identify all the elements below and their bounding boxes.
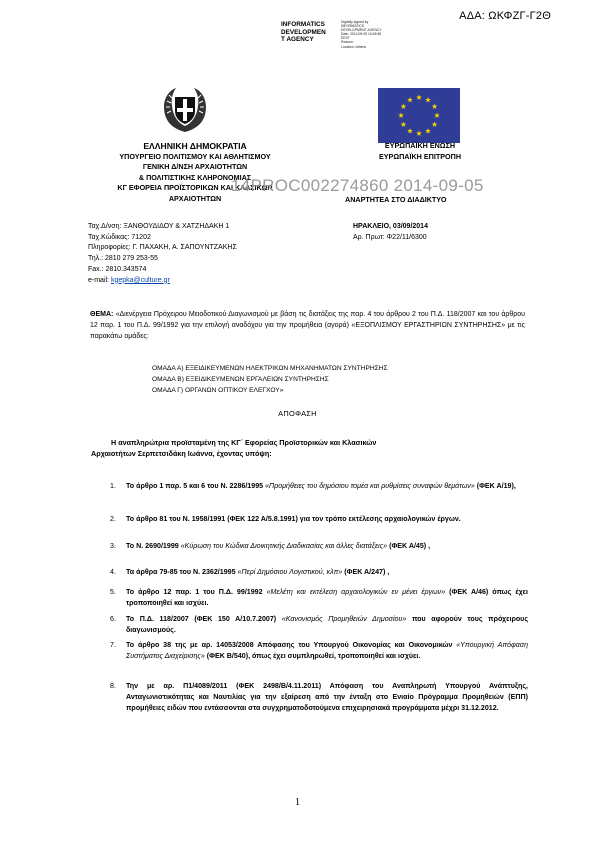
procurement-watermark: 14PROC002274860 2014-09-05 — [231, 176, 484, 195]
item-text — [126, 481, 528, 492]
signature-detail-line: Digitally signed by — [341, 20, 369, 24]
stamp-line: DEVELOPMEN — [281, 28, 326, 36]
item-text — [126, 640, 528, 662]
place-date-block — [353, 222, 428, 243]
subject-label: ΘΕΜΑ: — [90, 311, 114, 318]
stamp-line: T AGENCY — [281, 36, 314, 43]
issuer-line: ΥΠΟΥΡΓΕΙΟ ΠΟΛΙΤΙΣΜΟΥ ΚΑΙ ΑΘΛΗΤΙΣΜΟΥ — [119, 151, 271, 161]
item-number: 3. — [110, 542, 116, 550]
signature-details — [341, 20, 382, 49]
email-line — [88, 276, 237, 287]
ada-code: ΑΔΑ: ΩΚΦΖΓ-Γ2Θ — [459, 10, 551, 22]
item-pre: Την με αρ. Π1/4089/2011 (ΦΕΚ 2498/Β/4.11.2011) Απόφαση του Αναπληρωτή Υπουργού Ανάπτυξης, Ανταγωνιστικότητας και Ναυτιλίας για την εξαίρεση από την ένταξη στο Ενιαίο Πρόγραμμα Προμηθειών (ΕΠΠ) προμήθειες ειδών που εντάσσονται στα συγχρηματοδοτούμενα επιχειρησιακά προγράμματα μέχρι 31.12.2012. — [126, 682, 528, 712]
protocol-number: Αρ. Πρωτ: Φ22/11/6300 — [353, 233, 427, 241]
item-post: (ΦΕΚ Α/45) , — [387, 542, 431, 550]
item-pre: Τα άρθρα 79-85 του Ν. 2362/1995 — [126, 568, 238, 576]
issuer-line: & ΠΟΛΙΤΙΣΤΙΚΗΣ ΚΛΗΡΟΝΟΜΙΑΣ — [138, 172, 252, 182]
item-text — [126, 587, 528, 609]
item-pre: Το άρθρο 1 παρ. 5 και 6 του Ν. 2286/1995 — [126, 482, 266, 490]
signature-detail-line: Location: Athens — [341, 44, 367, 49]
signature-detail-line: DEVELOPMENT AGENCY — [341, 28, 382, 33]
item-italic: «Προμήθειες του δημόσιου τομέα και ρυθμίσεις συναφών θεμάτων» — [265, 482, 475, 490]
item-post: (ΦΕΚ Α/19), — [474, 482, 516, 490]
posting-note: ΑΝΑΡΤΗΤΕΑ ΣΤΟ ΔΙΑΔΙΚΤΥΟ — [345, 195, 447, 204]
item-number: 5. — [110, 588, 116, 596]
item-text — [126, 614, 528, 636]
item-number: 7. — [110, 641, 116, 649]
eu-flag-icon — [378, 88, 460, 143]
intro-line: Αρχαιοτήτων Σερπετσιδάκη Ιωάννα, έχοντας υπόψη: — [91, 449, 272, 459]
phone: Τηλ.: 2810 279 253-55 — [88, 255, 158, 263]
item-italic: «Υπουργική Απόφαση Συστήματος Διαχείρισης» — [126, 641, 529, 660]
list-item — [110, 681, 528, 714]
eu-header — [345, 141, 495, 162]
subject-paragraph — [90, 310, 525, 342]
eu-line: ΕΥΡΩΠΑΪΚΗ ΕΠΙΤΡΟΠΗ — [378, 151, 462, 161]
item-pre: Το άρθρο 38 της με αρ. 14053/2008 Απόφασης του Υπουργού Οικονομίας και Οικονομικών — [126, 641, 457, 649]
item-text — [126, 681, 528, 714]
item-pre: Το άρθρο 81 του Ν. 1958/1991 (ΦΕΚ 122 Α/5.8.1991) για τον τρόπο εκτέλεσης αρχαιολογικών έργων. — [126, 515, 461, 523]
list-item — [110, 541, 528, 552]
greek-coat-of-arms-icon — [158, 83, 212, 137]
issuer-line: ΓΕΝΙΚΗ Δ/ΝΣΗ ΑΡΧΑΙΟΤΗΤΩΝ — [142, 162, 248, 172]
group-item: ΟΜΑΔΑ Β) ΕΞΕΙΔΙΚΕΥΜΕΝΩΝ ΕΡΓΑΛΕΙΩΝ ΣΥΝΤΗΡΗΣΗΣ — [152, 376, 329, 383]
subject-text: «Διενέργεια Πρόχειρου Μειοδοτικού Διαγωνισμού με βάση τις διατάξεις της παρ. 4 του άρθρου 2 του Π.Δ. 118/2007 και του άρθρου 12 παρ. 1 του Π.Δ. 99/1992 για την επιλογή αναδόχου για την προμήθεια (αγορά) «ΕΞΟΠΛΙΣΜΟΥ ΕΡΓΑΣΤΗΡΙΩΝ ΣΥΝΤΗΡΗΣΗΣ» με τις παρακάτω ομάδες: — [90, 311, 525, 340]
fax: Fax.: 2810.343574 — [88, 265, 147, 273]
groups-list — [152, 363, 388, 396]
place-date: ΗΡΑΚΛΕΙΟ, 03/09/2014 — [353, 223, 428, 230]
email-link[interactable]: kgepka@culture.gr — [110, 276, 170, 284]
item-number: 1. — [110, 482, 116, 490]
item-number: 8. — [110, 682, 116, 690]
item-italic: «Κύρωση του Κώδικα Διοικητικής Διαδικασίας και άλλες διατάξεις» — [180, 542, 388, 550]
page-number: 1 — [295, 797, 300, 808]
item-number: 2. — [110, 515, 116, 523]
decision-heading: ΑΠΟΦΑΣΗ — [278, 409, 317, 418]
item-text — [126, 514, 528, 525]
item-italic: «Μελέτη και εκτέλεση αρχαιολογικών εν μένει έργων» — [266, 588, 446, 596]
item-post: (ΦΕΚ Α/247) , — [342, 568, 390, 576]
signature-detail-line: Reason: — [341, 40, 354, 45]
item-pre: Το Ν. 2690/1999 — [126, 542, 181, 550]
issuer-line: ΑΡΧΑΙΟΤΗΤΩΝ — [168, 193, 222, 203]
eu-line: ΕΥΡΩΠΑΪΚΗ ΕΝΩΣΗ — [384, 141, 456, 150]
item-text — [126, 541, 528, 552]
item-text — [126, 567, 528, 578]
list-item — [110, 514, 528, 525]
item-italic: «Κανονισμός Προμηθειών Δημοσίου» — [281, 615, 407, 623]
postcode: Ταχ.Κώδικας: 71202 — [88, 233, 151, 241]
list-item — [110, 587, 528, 609]
address: Ταχ.Δ/νση: ΞΑΝΘΟΥΔΙΔΟΥ & ΧΑΤΖΗΔΑΚΗ 1 — [88, 223, 230, 230]
email-label: e-mail: — [88, 276, 111, 284]
issuer-line: ΚΓ ΕΦΟΡΕΙΑ ΠΡΟΪΣΤΟΡΙΚΩΝ ΚΑΙ ΚΛΑΣΙΚΩΝ — [117, 183, 273, 193]
stamp-line: INFORMATICS — [281, 21, 325, 28]
list-item — [110, 614, 528, 636]
signature-detail-line: Date: 2014.09.05 10:45:56 — [341, 32, 382, 37]
digital-signature-stamp — [281, 21, 326, 44]
item-number: 4. — [110, 568, 116, 576]
item-post: (ΦΕΚ Β/540), όπως έχει συμπληρωθεί, τροποποιηθεί και ισχύει. — [204, 652, 421, 660]
signature-detail-line: INFORMATICS — [341, 24, 365, 29]
intro-line: Η αναπληρώτρια προϊσταμένη της ΚΓ΄ Εφορείας Προϊστορικών και Κλασικών — [111, 438, 377, 447]
item-italic: «Περί Δημόσιου Λογιστικού, κλπ» — [237, 568, 343, 576]
group-item: ΟΜΑΔΑ Α) ΕΞΕΙΔΙΚΕΥΜΕΝΩΝ ΗΛΕΚΤΡΙΚΩΝ ΜΗΧΑΝΗΜΑΤΩΝ ΣΥΝΤΗΡΗΣΗΣ — [152, 365, 388, 372]
item-number: 6. — [110, 615, 116, 623]
list-item — [110, 481, 528, 492]
item-pre: Το άρθρο 12 παρ. 1 του Π.Δ. 99/1992 — [126, 588, 267, 596]
signature-detail-line: EEST — [341, 36, 350, 41]
contact-block — [88, 222, 237, 286]
list-item — [110, 567, 528, 578]
item-post: που αφορούν τους πρόχειρους διαγωνισμούς. — [126, 615, 529, 634]
item-pre: Το Π.Δ. 118/2007 (ΦΕΚ 150 Α/10.7.2007) — [126, 615, 282, 623]
group-item: ΟΜΑΔΑ Γ) ΟΡΓΑΝΩΝ ΟΠΤΙΚΟΥ ΕΛΕΓΧΟΥ» — [152, 387, 284, 394]
item-post: (ΦΕΚ Α/46) όπως έχει τροποποιηθεί και ισχύει. — [126, 588, 528, 607]
republic-title: ΕΛΛΗΝΙΚΗ ΔΗΜΟΚΡΑΤΙΑ — [143, 141, 247, 151]
info-contacts: Πληροφορίες: Γ. ΠΑΧΑΚΗ, Α. ΣΑΠΟΥΝΤΖΑΚΗΣ — [88, 244, 237, 252]
intro-paragraph — [91, 437, 526, 460]
list-item — [110, 640, 528, 662]
